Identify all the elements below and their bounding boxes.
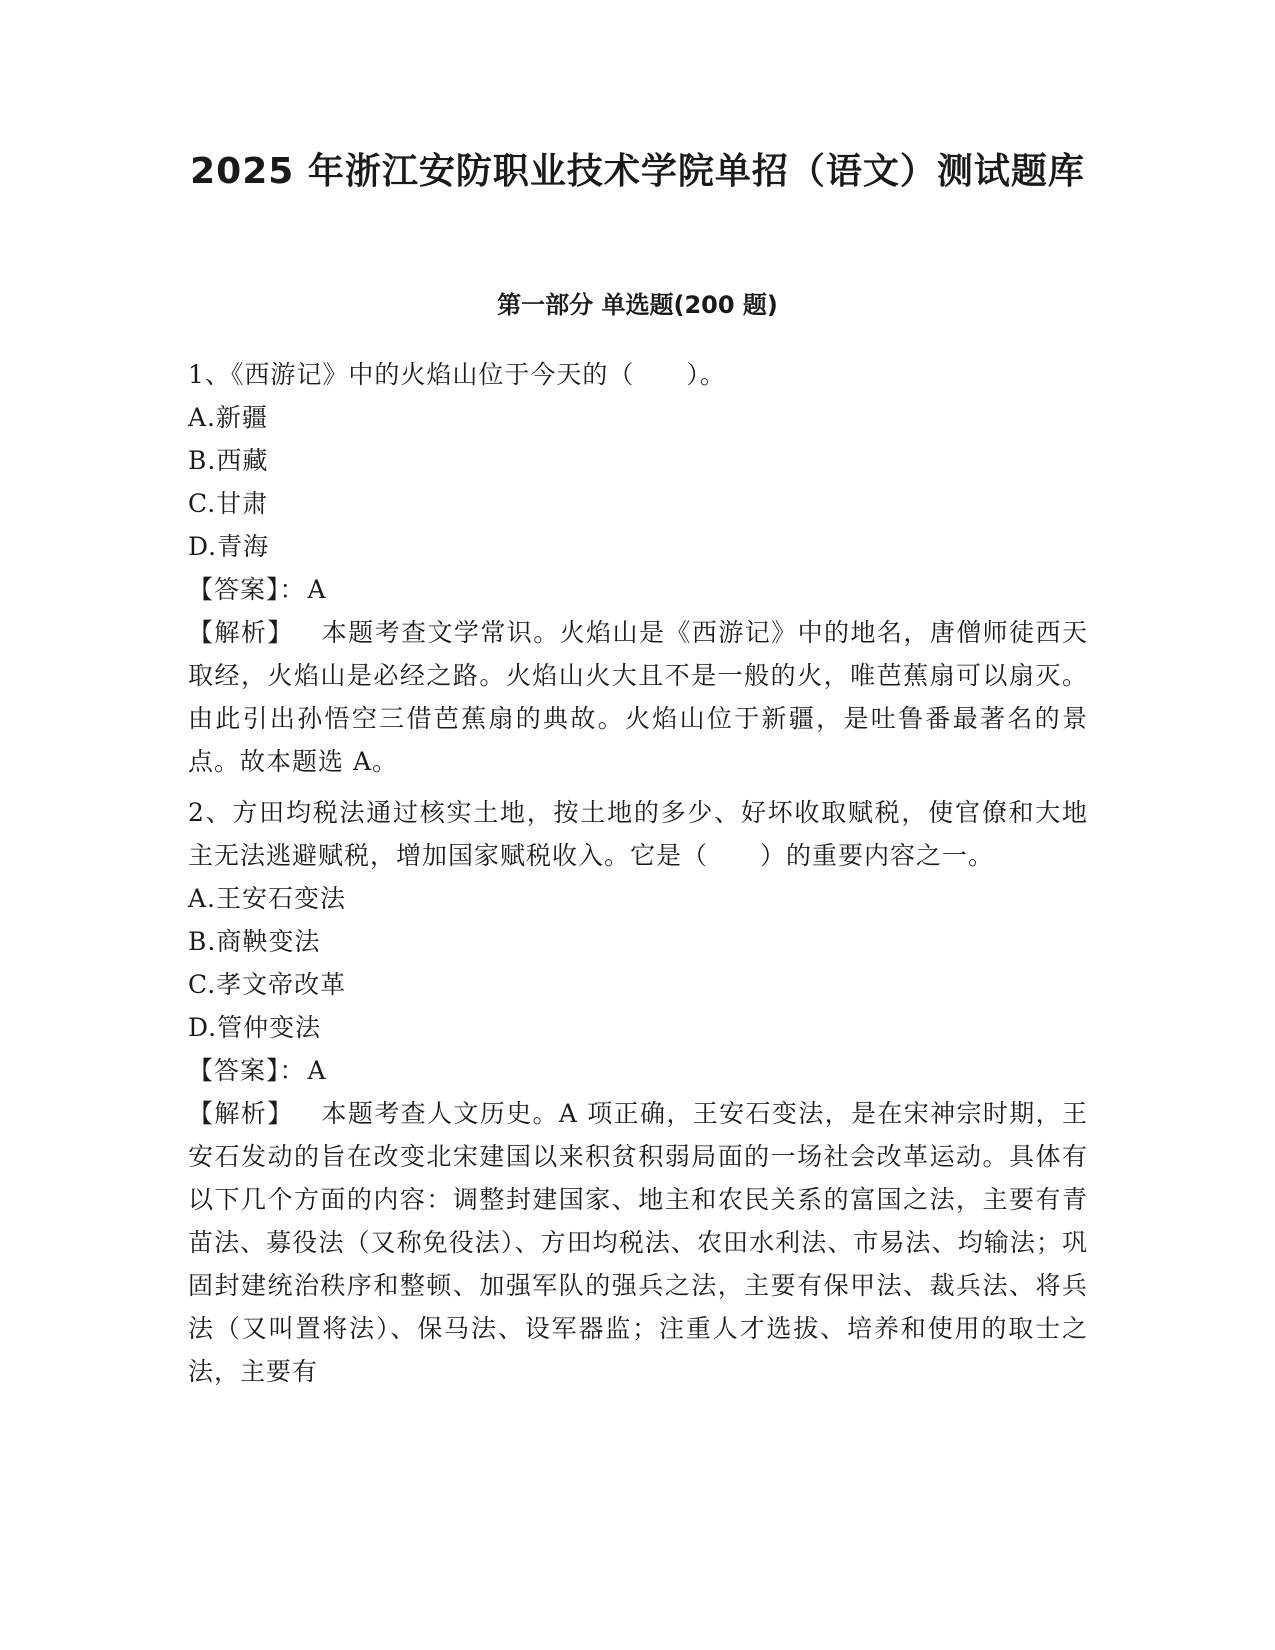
analysis-paragraph <box>188 611 1088 783</box>
option-b: B.商鞅变法 <box>188 927 321 956</box>
option-a: A.新疆 <box>188 403 269 432</box>
question-item <box>188 791 1088 1393</box>
analysis-text: 本题考查文学常识。火焰山是《西游记》中的地名，唐僧师徒西天取经，火焰山是必经之路。火焰山火大且不是一般的火，唯芭蕉扇可以扇灭。由此引出孙悟空三借芭蕉扇的典故。火焰山位于新疆，是吐鲁番最著名的景点。故本题选 A。 <box>188 618 1088 776</box>
question-stem: 1、《西游记》中的火焰山位于今天的（ ）。 <box>188 360 726 389</box>
section-heading: 第一部分 单选题(200 题) <box>497 291 778 319</box>
question-list <box>188 353 1088 1401</box>
answer-label: 【答案】： <box>188 1056 306 1085</box>
analysis-paragraph <box>188 1092 1088 1393</box>
question-stem: 2、方田均税法通过核实土地，按土地的多少、好坏收取赋税，使官僚和大地主无法逃避赋税，增加国家赋税收入。它是（ ）的重要内容之一。 <box>188 798 1088 870</box>
answer-line <box>188 1049 1088 1092</box>
answer-line <box>188 568 1088 611</box>
option-c: C.甘肃 <box>188 489 269 518</box>
analysis-label: 【解析】 <box>188 618 294 647</box>
option-d: D.管仲变法 <box>188 1013 322 1042</box>
analysis-text: 本题考查人文历史。A 项正确，王安石变法，是在宋神宗时期，王安石发动的旨在改变北宋建国以来积贫积弱局面的一场社会改革运动。具体有以下几个方面的内容：调整封建国家、地主和农民关系的富国之法，主要有青苗法、募役法（又称免役法）、方田均税法、农田水利法、市易法、均输法；巩固封建统治秩序和整顿、加强军队的强兵之法，主要有保甲法、裁兵法、将兵法（又叫置将法）、保马法、设军器监；注重人才选拔、培养和使用的取士之法，主要有 <box>188 1099 1088 1386</box>
option-d: D.青海 <box>188 532 270 561</box>
option-c: C.孝文帝改革 <box>188 970 347 999</box>
option-b: B.西藏 <box>188 446 269 475</box>
question-item <box>188 353 1088 783</box>
document-title: 2025 年浙江安防职业技术学院单招（语文）测试题库 <box>190 151 1085 192</box>
option-a: A.王安石变法 <box>188 884 347 913</box>
answer-label: 【答案】： <box>188 575 306 604</box>
analysis-label: 【解析】 <box>188 1099 294 1128</box>
answer-value: A <box>307 575 327 604</box>
answer-value: A <box>307 1056 327 1085</box>
